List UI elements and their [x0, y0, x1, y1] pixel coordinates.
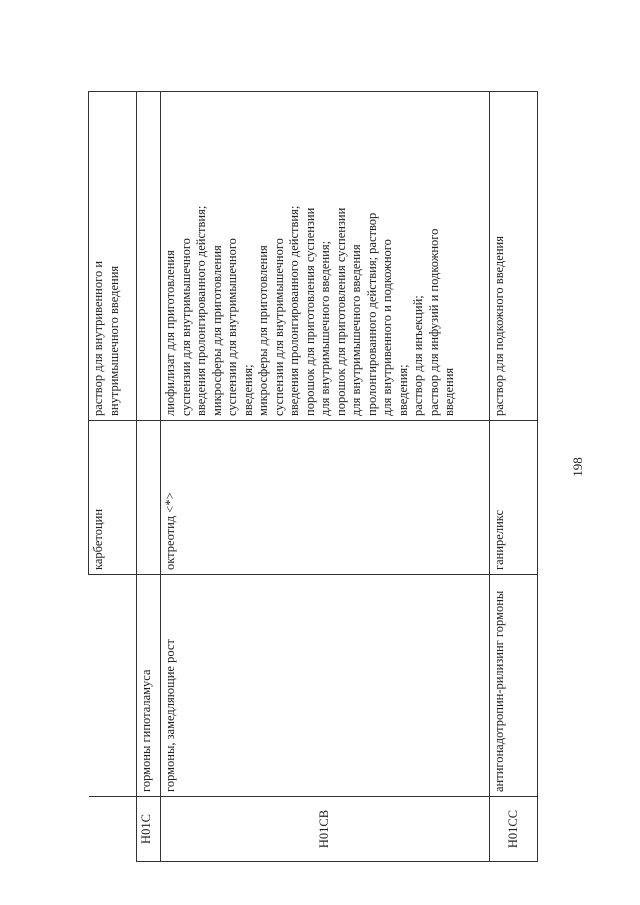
drug-cell: карбетоцин — [89, 421, 137, 575]
form-line: введения; — [240, 364, 255, 416]
forms-cell — [489, 92, 537, 421]
form-line: суспензии для внутримышечного — [271, 238, 286, 416]
page-number: 198 — [570, 457, 585, 477]
drug-cell: октреотид <*> — [161, 421, 490, 575]
form-line: для внутривенного и подкожного — [380, 239, 395, 416]
form-line: для внутримышечного введения; — [318, 240, 333, 416]
form-line: раствор для подкожного введения — [491, 236, 506, 416]
table-row — [161, 92, 490, 862]
forms-cell — [161, 92, 490, 421]
atc-code-cell — [89, 797, 137, 862]
atc-code: H01CB — [317, 809, 332, 849]
form-line: порошок для приготовления суспензии — [333, 207, 348, 416]
drug-table-rotated — [88, 92, 538, 862]
atc-code-cell: H01C — [137, 797, 161, 862]
group-cell: антигонадотропин-рилизинг гормоны — [489, 575, 537, 797]
form-line: для внутримышечного введения — [349, 244, 364, 416]
forms-cell — [89, 92, 137, 421]
atc-code-cell: H01CC — [489, 797, 537, 862]
form-line: введения пролонгированного действия; — [287, 205, 302, 416]
table-row — [489, 92, 537, 862]
table-row — [137, 92, 161, 862]
drug-cell — [137, 421, 161, 575]
form-line: введения пролонгированного действия; — [194, 205, 209, 416]
form-line: раствор для инфузий и подкожного — [426, 228, 441, 416]
atc-code-cell — [161, 797, 490, 862]
form-line: суспензии для внутримышечного — [178, 238, 193, 416]
form-line: пролонгированного действия; раствор — [364, 212, 379, 416]
form-line: микросферы для приготовления — [209, 245, 224, 416]
drug-cell: ганиреликс — [489, 421, 537, 575]
form-line: раствор для инъекций; — [411, 295, 426, 416]
form-line: лиофилизат для приготовления — [163, 250, 178, 416]
form-line: введения; — [395, 364, 410, 416]
table-row — [89, 92, 137, 862]
form-line: суспензии для внутримышечного — [225, 238, 240, 416]
form-line: порошок для приготовления суспензии — [302, 207, 317, 416]
group-cell: гормоны, замедляющие рост — [161, 575, 490, 797]
form-line: микросферы для приготовления — [256, 245, 271, 416]
group-cell — [89, 575, 137, 797]
form-line: внутримышечного введения — [106, 265, 121, 416]
form-line: введения — [442, 367, 457, 416]
form-line: раствор для внутривенного и — [91, 260, 105, 416]
forms-cell — [137, 92, 161, 421]
drug-table — [88, 91, 538, 862]
group-cell: гормоны гипоталамуса — [137, 575, 161, 797]
